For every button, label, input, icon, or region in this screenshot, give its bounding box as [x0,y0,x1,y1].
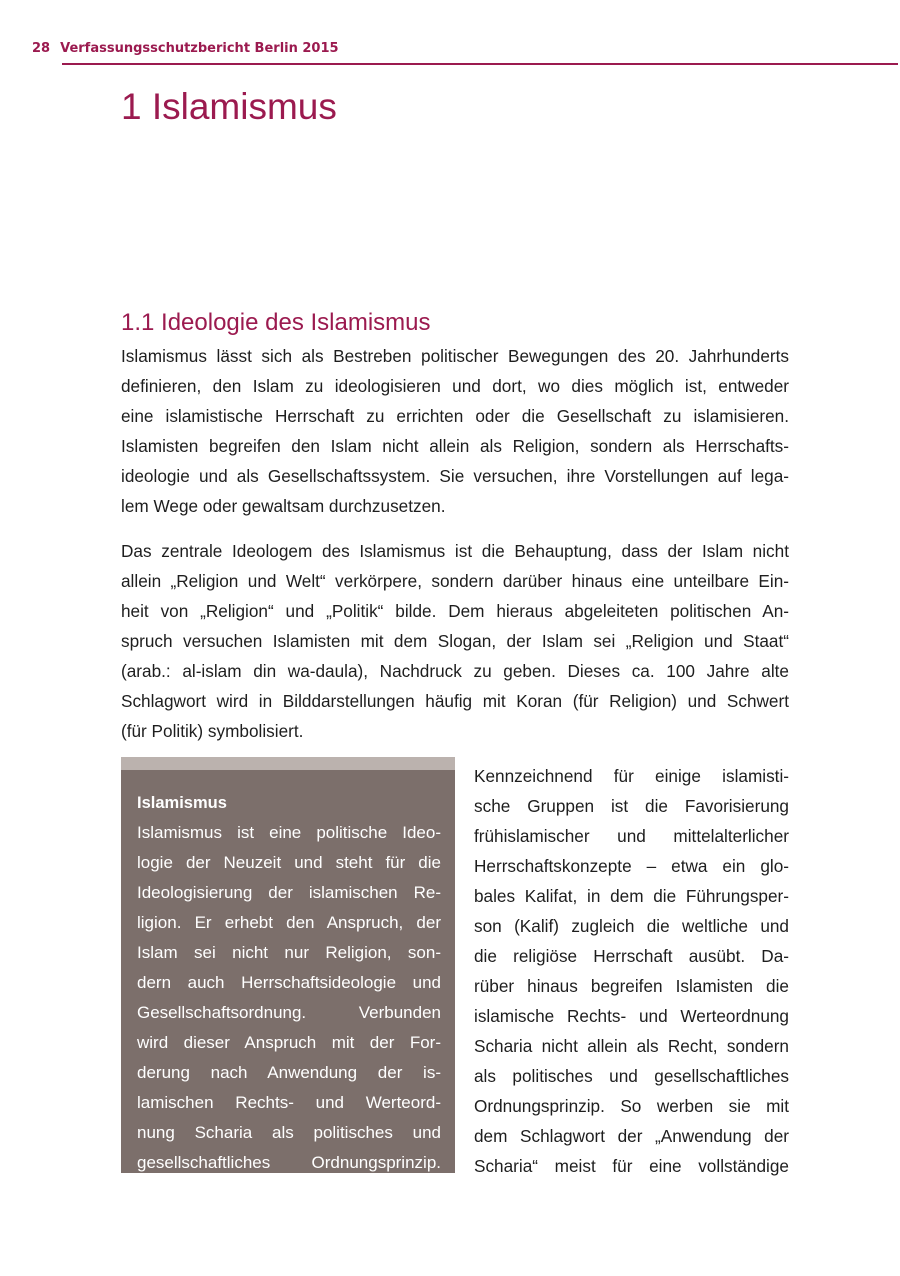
text-line: Islamismus lässt sich als Bestreben politischer Bewegungen des 20. Jahrhunderts [121,346,789,366]
infobox-line: gesellschaftliches Ordnungsprinzip. [137,1153,441,1172]
paragraph-2 [121,536,789,746]
chapter-title: 1 Islamismus [121,86,337,127]
running-header [32,41,339,56]
text-line: definieren, den Islam zu ideologisieren und dort, wo dies möglich ist, entweder [121,376,789,396]
paragraph-1 [121,341,789,521]
infobox-line: nung Scharia als politisches und [137,1123,441,1142]
infobox-line: Ideologisierung der islamischen Re- [137,883,441,902]
text-line: dem Schlagwort der „Anwendung der [474,1126,789,1146]
text-line: islamische Rechts- und Werteordnung [474,1006,789,1026]
text-line: bales Kalifat, in dem die Führungsper- [474,886,789,906]
infobox-title: Islamismus [137,794,227,812]
text-line: rüber hinaus begreifen Islamisten die [474,976,789,996]
text-line: die religiöse Herrschaft ausübt. Da- [474,946,789,966]
text-line: allein „Religion und Welt“ verkörpere, sondern darüber hinaus eine unteilbare Ein- [121,571,789,591]
infobox-line: wird dieser Anspruch mit der For- [137,1033,441,1052]
section-title: 1.1 Ideologie des Islamismus [121,309,431,336]
infobox-line: dern auch Herrschaftsideologie und [137,973,441,992]
text-line: heit von „Religion“ und „Politik“ bilde. Dem hieraus abgeleiteten politischen An- [121,601,789,621]
running-title: Verfassungsschutzbericht Berlin 2015 [60,41,339,56]
infobox-line: logie der Neuzeit und steht für die [137,853,441,872]
text-line: lem Wege oder gewaltsam durchzusetzen. [121,496,446,516]
page-number: 28 [32,41,51,56]
text-line: son (Kalif) zugleich die weltliche und [474,916,789,936]
text-line: Schlagwort wird in Bilddarstellungen häufig mit Koran (für Religion) und Schwert [121,691,789,711]
infobox-line: derung nach Anwendung der is- [137,1063,441,1082]
text-line: (für Politik) symbolisiert. [121,721,304,741]
text-line: Scharia“ meist für eine vollständige [474,1156,789,1176]
text-line: (arab.: al-islam din wa-daula), Nachdruck zu geben. Dieses ca. 100 Jahre alte [121,661,789,681]
text-line: Scharia nicht allein als Recht, sondern [474,1036,789,1056]
text-line: Kennzeichnend für einige islamisti- [474,766,789,786]
text-line: sche Gruppen ist die Favorisierung [474,796,789,816]
text-line: ideologie und als Gesellschaftssystem. Sie versuchen, ihre Vorstellungen auf lega- [121,466,789,486]
infobox-line: ligion. Er erhebt den Anspruch, der [137,913,441,932]
infobox-line: Islam sei nicht nur Religion, son- [137,943,441,962]
text-line: als politisches und gesellschaftliches [474,1066,789,1086]
text-line: eine islamistische Herrschaft zu errichten oder die Gesellschaft zu islamisieren. [121,406,789,426]
infobox-line: lamischen Rechts- und Werteord- [137,1093,441,1112]
infobox-line: Islamismus ist eine politische Ideo- [137,823,441,842]
text-line: frühislamischer und mittelalterlicher [474,826,789,846]
text-line: Herrschaftskonzepte – etwa ein glo- [474,856,789,876]
text-line: Das zentrale Ideologem des Islamismus ist die Behauptung, dass der Islam nicht [121,541,789,561]
infobox-line: Gesellschaftsordnung. Verbunden [137,1003,441,1022]
text-line: Islamisten begreifen den Islam nicht allein als Religion, sondern als Herrschafts- [121,436,789,456]
right-column-text [474,761,789,1181]
text-line: Ordnungsprinzip. So werben sie mit [474,1096,789,1116]
header-rule [62,63,898,65]
definition-infobox [121,757,455,1173]
text-line: spruch versuchen Islamisten mit dem Slogan, der Islam sei „Religion und Staat“ [121,631,789,651]
